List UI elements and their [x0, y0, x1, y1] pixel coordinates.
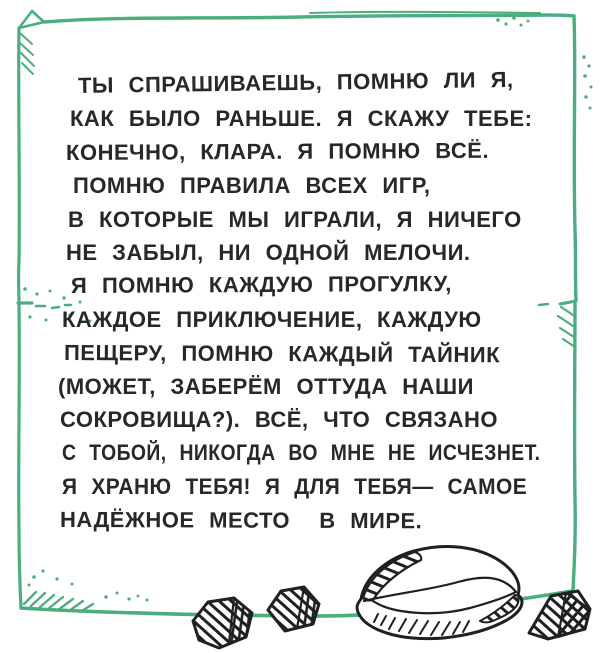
note-line-8: КАЖДОЕ ПРИКЛЮЧЕНИЕ, КАЖДУЮ — [62, 306, 482, 332]
note-line-11: СОКРОВИЩА?). ВСЁ, ЧТО СВЯЗАНО — [60, 407, 499, 433]
note-line-2: КАК БЫЛО РАНЬШЕ. Я СКАЖУ ТЕБЕ: — [70, 106, 533, 132]
note-line-1: ТЫ СПРАШИВАЕШЬ, ПОМНЮ ЛИ Я, — [77, 66, 514, 98]
note-line-9: ПЕЩЕРУ, ПОМНЮ КАЖДЫЙ ТАЙНИК — [63, 340, 501, 368]
note-line-3: КОНЕЧНО, КЛАРА. Я ПОМНЮ ВСЁ. — [65, 137, 490, 165]
note-line-12: С ТОБОЙ, НИКОГДА ВО МНЕ НЕ ИСЧЕЗНЕТ. — [62, 440, 541, 466]
note-line-13: Я ХРАНЮ ТЕБЯ! Я ДЛЯ ТЕБЯ— САМОЕ — [62, 473, 528, 499]
note-line-14: НАДЁЖНОЕ МЕСТО В МИРЕ. — [59, 507, 423, 534]
note-line-5: В КОТОРЫЕ МЫ ИГРАЛИ, Я НИЧЕГО — [68, 206, 522, 232]
note-line-7: Я ПОМНЮ КАЖДУЮ ПРОГУЛКУ, — [70, 271, 452, 299]
note-line-6: НЕ ЗАБЫЛ, НИ ОДНОЙ МЕЛОЧИ. — [66, 240, 471, 266]
note-text — [0, 66, 600, 537]
note-line-4: ПОМНЮ ПРАВИЛА ВСЕХ ИГР, — [73, 173, 431, 199]
note-line-10: (МОЖЕТ, ЗАБЕРЁМ ОТТУДА НАШИ — [58, 373, 474, 399]
paper-edge-top-doubled — [310, 12, 540, 13]
